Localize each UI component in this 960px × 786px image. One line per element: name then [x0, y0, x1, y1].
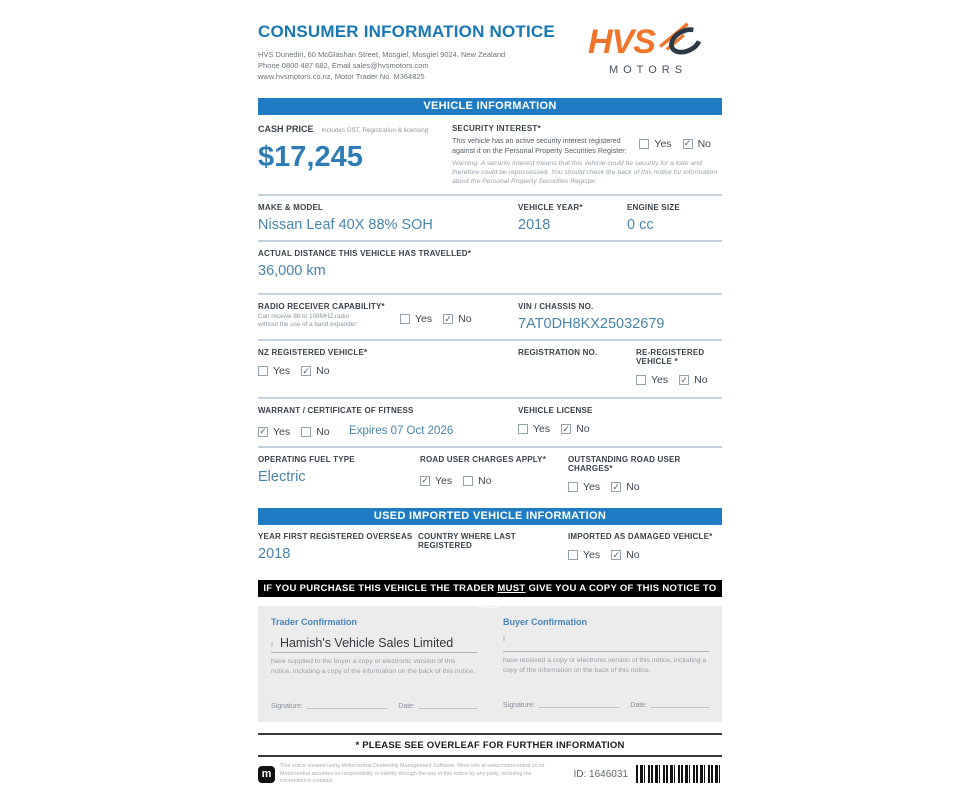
- trader-signature-row: [271, 701, 477, 710]
- no-label: No: [626, 549, 640, 561]
- notice-post: GIVE YOU A COPY OF THIS NOTICE TO KEEP: [476, 583, 717, 611]
- no-label: No: [576, 423, 590, 435]
- ruc-apply-label: ROAD USER CHARGES APPLY*: [420, 455, 547, 464]
- vehicle-license-yes-checkbox: [518, 424, 528, 434]
- purchase-notice-bar: [258, 580, 722, 611]
- year-first-registered-value: 2018: [258, 546, 291, 562]
- no-label: No: [694, 374, 708, 386]
- make-model-row: [258, 196, 722, 240]
- trader-confirmation-text: have supplied to the buyer a copy or electronic version of this notice, including a copy of the information on the back of this notice.: [271, 658, 476, 675]
- hvs-motors-logo: [570, 14, 722, 76]
- vehicle-license-label: VEHICLE LICENSE: [518, 406, 593, 415]
- fuel-type-label: OPERATING FUEL TYPE: [258, 455, 355, 464]
- re-registered-no-checkbox: ✓: [680, 374, 688, 385]
- buyer-confirmation-heading: Buyer Confirmation: [503, 617, 588, 627]
- warrant-row: [258, 399, 722, 446]
- yes-label: Yes: [273, 425, 291, 438]
- warrant-checkboxes: [258, 426, 341, 438]
- engine-size-label: ENGINE SIZE: [627, 203, 680, 212]
- country-last-registered-label: COUNTRY WHERE LAST REGISTERED: [418, 532, 516, 550]
- confirmation-section: [258, 606, 722, 722]
- buyer-date-line: [651, 700, 709, 708]
- logo-subtext: MOTORS: [608, 64, 688, 76]
- document-header: [258, 14, 722, 92]
- vin-label: VIN / CHASSIS NO.: [518, 302, 594, 311]
- radio-capability-label: RADIO RECEIVER CAPABILITY*: [258, 302, 385, 311]
- imported-damaged-label: IMPORTED AS DAMAGED VEHICLE*: [568, 532, 713, 541]
- page-title: CONSUMER INFORMATION NOTICE: [258, 22, 555, 41]
- ruc-outstanding-no-checkbox: ✓: [612, 481, 620, 492]
- vehicle-year-value: 2018: [518, 217, 551, 233]
- ruc-outstanding-label: OUTSTANDING ROAD USER CHARGES*: [568, 455, 681, 473]
- dealer-details: [258, 14, 570, 82]
- registration-row: [258, 341, 722, 397]
- buyer-confirmation-text: have received a copy or electronic version of this notice, including a copy of the information on the back of this notice.: [503, 657, 707, 674]
- distance-label: ACTUAL DISTANCE THIS VEHICLE HAS TRAVELLED*: [258, 249, 472, 258]
- buyer-confirmation: [503, 617, 709, 710]
- engine-size-value: 0 cc: [627, 217, 654, 233]
- disclaimer-line2: Motorcentral assumes no responsibility or liability through the use of this notice by any party, including the information it contains.: [280, 770, 532, 784]
- trader-name-value: Hamish's Vehicle Sales Limited: [279, 636, 454, 650]
- security-interest-block: [452, 124, 722, 186]
- trader-date-line: [419, 701, 477, 709]
- imported-damaged-yes-checkbox: [568, 550, 578, 560]
- fuel-type-value: Electric: [258, 469, 306, 485]
- registration-no-label: REGISTRATION NO.: [518, 348, 598, 357]
- trader-confirmation-heading: Trader Confirmation: [271, 617, 358, 627]
- vehicle-license-no-checkbox: ✓: [562, 423, 570, 434]
- radio-capability-note: Can receive 88 to 108MHZ radio without the use of a band expander:: [258, 313, 359, 328]
- fuel-ruc-row: [258, 448, 722, 504]
- make-model-label: MAKE & MODEL: [258, 203, 324, 212]
- re-registered-yes-checkbox: [636, 375, 646, 385]
- ruc-apply-no-checkbox: [463, 476, 473, 486]
- security-interest-yes-checkbox: [639, 139, 649, 149]
- no-label: No: [458, 313, 472, 325]
- logo-text: HVS: [588, 22, 655, 61]
- yes-label: Yes: [415, 313, 433, 325]
- consumer-information-notice-document: [258, 14, 722, 786]
- year-first-registered-label: YEAR FIRST REGISTERED OVERSEAS: [258, 532, 413, 541]
- dealer-address: HVS Dunedin, 60 McGlashan Street, Mosgiel, Mosgiel 9024, New Zealand: [258, 50, 506, 59]
- distance-row: [258, 242, 722, 293]
- radio-vin-row: [258, 295, 722, 339]
- no-label: No: [316, 425, 330, 438]
- ruc-apply-yes-checkbox: ✓: [421, 475, 429, 485]
- cash-price-row: [258, 115, 722, 194]
- ruc-apply-checkboxes: [420, 475, 503, 487]
- re-registered-label: RE-REGISTERED VEHICLE *: [636, 348, 705, 366]
- vehicle-license-checkboxes: [518, 423, 601, 435]
- document-footer: [258, 763, 722, 786]
- imported-row: [258, 525, 722, 577]
- warrant-yes-checkbox: ✓: [259, 426, 267, 436]
- trader-confirmation: [271, 617, 477, 710]
- buyer-date-label: Date:: [630, 702, 647, 709]
- cash-price-note: Includes GST, Registration & licensing: [321, 127, 429, 134]
- dealer-web-trader-no: www.hvsmotors.co.nz, Motor Trader No. M364825: [258, 72, 425, 81]
- buyer-signature-line: [539, 700, 620, 708]
- overleaf-note: * PLEASE SEE OVERLEAF FOR FURTHER INFORMATION: [258, 733, 722, 757]
- make-model-value: Nissan Leaf 40X 88% SOH: [258, 217, 433, 233]
- vehicle-information-section-bar: VEHICLE INFORMATION: [258, 98, 722, 115]
- yes-label: Yes: [273, 365, 291, 377]
- disclaimer-line1: This notice created using Motorcentral Dealership Management Software. More info at www.motorcentral.co.nz: [280, 763, 545, 769]
- ruc-outstanding-yes-checkbox: [568, 482, 578, 492]
- warrant-no-checkbox: [301, 427, 311, 437]
- buyer-signature-row: [503, 700, 709, 709]
- nz-registered-label: NZ REGISTERED VEHICLE*: [258, 348, 368, 357]
- notice-must: MUST: [497, 583, 526, 594]
- yes-label: Yes: [583, 481, 601, 493]
- security-interest-warning: Warning: A security interest means that this vehicle could be security for a loan and therefore could be repossessed. You should check the back of this notice for information about the Personal Property Securities Register.: [452, 160, 718, 185]
- motorcentral-disclaimer: [280, 763, 558, 786]
- trader-name-field: [271, 636, 477, 653]
- trader-signature-line: [307, 701, 388, 709]
- no-label: No: [478, 474, 492, 487]
- imported-damaged-checkboxes: [568, 549, 651, 561]
- buyer-pronoun: I: [503, 636, 505, 643]
- warrant-label: WARRANT / CERTIFICATE OF FITNESS: [258, 406, 414, 415]
- nz-registered-yes-checkbox: [258, 366, 268, 376]
- yes-label: Yes: [654, 137, 672, 150]
- warrant-expiry: Expires 07 Oct 2026: [349, 425, 454, 437]
- no-label: No: [697, 137, 711, 150]
- vin-value: 7AT0DH8KX25032679: [518, 316, 665, 332]
- notice-pre: IF YOU PURCHASE THIS VEHICLE THE TRADER: [263, 583, 498, 594]
- notice-id: ID: 1646031: [573, 768, 628, 780]
- barcode: [636, 765, 722, 783]
- vehicle-year-label: VEHICLE YEAR*: [518, 203, 583, 212]
- imported-damaged-no-checkbox: ✓: [612, 549, 620, 560]
- no-label: No: [316, 365, 330, 377]
- motorcentral-logo-icon: m: [258, 766, 275, 783]
- buyer-name-field: [503, 636, 709, 652]
- radio-capability-checkboxes: [400, 313, 483, 325]
- trader-signature-label: Signature:: [271, 703, 303, 710]
- no-label: No: [626, 481, 640, 493]
- ruc-outstanding-checkboxes: [568, 481, 651, 493]
- radio-no-checkbox: ✓: [444, 313, 452, 324]
- yes-label: Yes: [533, 423, 551, 435]
- yes-label: Yes: [651, 374, 669, 386]
- security-interest-no-checkbox: ✓: [683, 138, 692, 148]
- security-interest-checkboxes: [639, 132, 722, 155]
- yes-label: Yes: [435, 474, 453, 487]
- trader-date-label: Date:: [398, 703, 415, 710]
- nz-registered-checkboxes: [258, 365, 341, 377]
- distance-value: 36,000 km: [258, 263, 326, 279]
- cash-price-value: $17,245: [258, 141, 363, 173]
- security-interest-text: This vehicle has an active security interest registered against it on the Personal Property Securities Register:: [452, 136, 627, 155]
- hvs-swoosh-icon: [658, 20, 704, 63]
- yes-label: Yes: [583, 549, 601, 561]
- nz-registered-no-checkbox: ✓: [302, 365, 310, 376]
- radio-yes-checkbox: [400, 314, 410, 324]
- re-registered-checkboxes: [636, 374, 719, 386]
- buyer-signature-label: Signature:: [503, 702, 535, 709]
- dealer-contact: Phone 0800 487 682, Email sales@hvsmotors.com: [258, 61, 429, 70]
- cash-price-label: CASH PRICE: [258, 124, 314, 134]
- used-imported-section-bar: USED IMPORTED VEHICLE INFORMATION: [258, 508, 722, 525]
- trader-pronoun: I: [271, 642, 273, 649]
- security-interest-label: SECURITY INTEREST*: [452, 124, 541, 133]
